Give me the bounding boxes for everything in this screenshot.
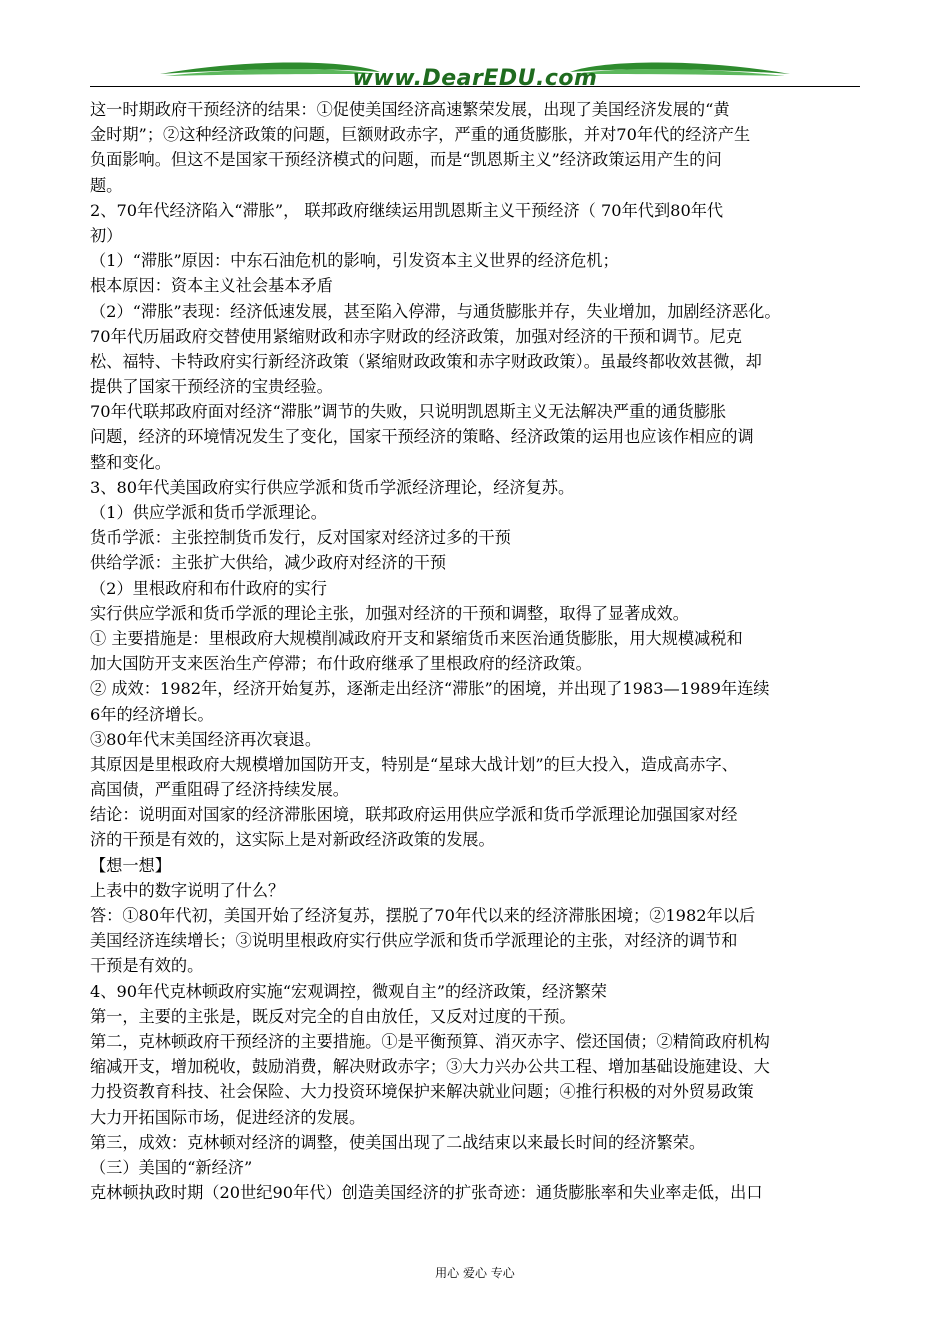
text-line: 这一时期政府干预经济的结果：①促使美国经济高速繁荣发展，出现了美国经济发展的“黄 xyxy=(90,100,730,119)
text-line: 济的干预是有效的，这实际上是对新政经济政策的发展。 xyxy=(90,830,495,850)
text-line: 初） xyxy=(90,225,123,245)
text-line: 美国经济连续增长；③说明里根政府实行供应学派和货币学派理论的主张，对经济的调节和 xyxy=(90,931,738,951)
text-line: 70年代联邦政府面对经济“滞胀”调节的失败，只说明凯恩斯主义无法解决严重的通货膨胀 xyxy=(90,402,727,422)
text-line: ② 成效：1982年，经济开始复苏，逐渐走出经济“滞胀”的困境，并出现了1983—1989年连续 xyxy=(90,679,770,699)
text-line: 金时期”；②这种经济政策的问题，巨额财政赤字，严重的通货膨胀，并对70年代的经济产生 xyxy=(90,125,751,145)
page-footer: 用心 爱心 专心 xyxy=(435,1266,515,1280)
document-body xyxy=(90,97,865,1205)
text-line: 整和变化。 xyxy=(90,452,171,472)
site-name[interactable]: www.DearEDU.com xyxy=(352,66,598,91)
text-line: 其原因是里根政府大规模增加国防开支，特别是“星球大战计划”的巨大投入，造成高赤字、 xyxy=(90,754,738,774)
site-header xyxy=(90,52,860,96)
text-line: （2）里根政府和布什政府的实行 xyxy=(90,578,327,598)
text-line: 缩减开支，增加税收，鼓励消费，解决财政赤字；③大力兴办公共工程、增加基础设施建设、大 xyxy=(90,1057,770,1077)
text-line: 4、90年代克林顿政府实施“宏观调控，微观自主”的经济政策，经济繁荣 xyxy=(90,981,607,1001)
text-line: 提供了国家干预经济的宝贵经验。 xyxy=(90,377,333,397)
text-line: 克林顿执政时期（20世纪90年代）创造美国经济的扩张奇迹：通货膨胀率和失业率走低，出口 xyxy=(90,1183,763,1203)
text-line: （1）“滞胀”原因：中东石油危机的影响，引发资本主义世界的经济危机； xyxy=(90,251,619,271)
text-line: 高国债，严重阻碍了经济持续发展。 xyxy=(90,780,349,800)
text-line: 根本原因：资本主义社会基本矛盾 xyxy=(90,276,333,296)
text-line: （2）“滞胀”表现：经济低速发展，甚至陷入停滞，与通货膨胀并存，失业增加，加剧经济恶化。 xyxy=(90,301,781,321)
text-line: 3、80年代美国政府实行供应学派和货币学派经济理论，经济复苏。 xyxy=(90,477,575,497)
text-line: 干预是有效的。 xyxy=(90,956,204,976)
text-line: 题。 xyxy=(90,175,123,195)
text-line: 供给学派：主张扩大供给，减少政府对经济的干预 xyxy=(90,553,447,573)
text-line: 第二，克林顿政府干预经济的主要措施。①是平衡预算、消灭赤字、偿还国债；②精简政府机构 xyxy=(90,1031,770,1051)
text-line: 实行供应学派和货币学派的理论主张，加强对经济的干预和调整，取得了显著成效。 xyxy=(90,603,689,623)
header-rule xyxy=(90,86,860,87)
text-line: （1）供应学派和货币学派理论。 xyxy=(90,503,327,522)
text-line: ③80年代末美国经济再次衰退。 xyxy=(90,729,322,749)
text-line: 加大国防开支来医治生产停滞；布什政府继承了里根政府的经济政策。 xyxy=(90,654,592,674)
text-line: 第一，主要的主张是，既反对完全的自由放任，又反对过度的干预。 xyxy=(90,1006,576,1026)
text-line: ① 主要措施是：里根政府大规模削减政府开支和紧缩货币来医治通货膨胀，用大规模减税和 xyxy=(90,628,743,648)
text-line: 2、70年代经济陷入“滞胀”， 联邦政府继续运用凯恩斯主义干预经济（ 70年代到80年代 xyxy=(90,200,724,220)
text-line: 负面影响。但这不是国家干预经济模式的问题，而是“凯恩斯主义”经济政策运用产生的问 xyxy=(90,150,722,170)
text-line: 结论：说明面对国家的经济滞胀困境，联邦政府运用供应学派和货币学派理论加强国家对经 xyxy=(90,805,738,825)
text-line: 力投资教育科技、社会保险、大力投资环境保护来解决就业问题；④推行积极的对外贸易政策 xyxy=(90,1082,754,1102)
text-line: 【想一想】 xyxy=(90,855,171,875)
text-line: 6年的经济增长。 xyxy=(90,704,214,724)
text-line: 第三，成效：克林顿对经济的调整，使美国出现了二战结束以来最长时间的经济繁荣。 xyxy=(90,1132,706,1152)
text-line: 大力开拓国际市场，促进经济的发展。 xyxy=(90,1107,366,1127)
text-line: 货币学派：主张控制货币发行，反对国家对经济过多的干预 xyxy=(90,528,511,548)
text-line: 问题，经济的环境情况发生了变化，国家干预经济的策略、经济政策的运用也应该作相应的调 xyxy=(90,427,754,447)
text-line: 答：①80年代初，美国开始了经济复苏，摆脱了70年代以来的经济滞胀困境；②1982年以后 xyxy=(90,906,756,925)
text-line: 上表中的数字说明了什么？ xyxy=(90,880,285,900)
text-line: （三）美国的“新经济” xyxy=(90,1157,253,1177)
text-line: 70年代历届政府交替使用紧缩财政和赤字财政的经济政策，加强对经济的干预和调节。尼克 xyxy=(90,326,742,346)
text-line: 松、福特、卡特政府实行新经济政策（紧缩财政政策和赤字财政政策）。虽最终都收效甚微，却 xyxy=(90,351,762,371)
